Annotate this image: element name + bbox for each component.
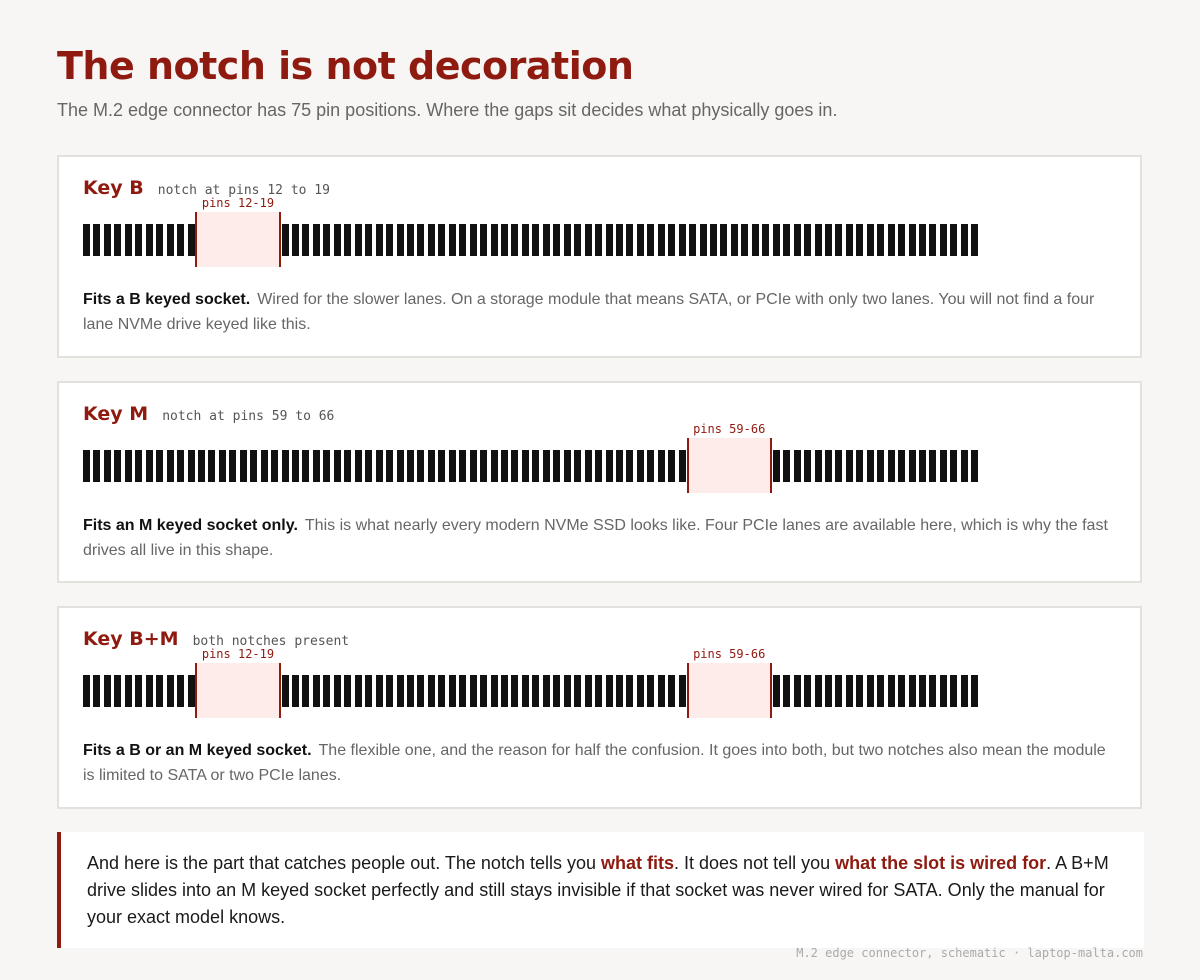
connector-pin xyxy=(888,450,895,482)
connector-pin xyxy=(909,224,916,256)
connector-pin xyxy=(344,450,351,482)
connector-pin xyxy=(323,450,330,482)
connector-pin xyxy=(177,450,184,482)
connector-pin xyxy=(250,450,257,482)
connector-pin xyxy=(334,675,341,707)
connector-pin xyxy=(616,224,623,256)
connector-pin xyxy=(344,675,351,707)
connector-pin xyxy=(804,224,811,256)
connector-pin xyxy=(323,675,330,707)
connector-pin xyxy=(208,450,215,482)
key-notch xyxy=(687,438,772,493)
connector-pin xyxy=(888,675,895,707)
connector-pin xyxy=(292,224,299,256)
connector-pin xyxy=(449,675,456,707)
connector-pin xyxy=(752,224,759,256)
connector-pin xyxy=(909,675,916,707)
connector-pin xyxy=(856,450,863,482)
connector-pin xyxy=(971,224,978,256)
connector-pin xyxy=(856,224,863,256)
connector-pin xyxy=(156,675,163,707)
connector-pin xyxy=(407,675,414,707)
connector-pin xyxy=(334,224,341,256)
connector-pin xyxy=(877,224,884,256)
key-m-card xyxy=(57,381,1142,583)
connector-pin xyxy=(940,675,947,707)
connector-pin xyxy=(188,224,195,256)
callout-text: . It does not tell you xyxy=(674,853,836,873)
page-subtitle: The M.2 edge connector has 75 pin positions. Where the gaps sit decides what physically goes in. xyxy=(57,100,838,120)
card-description xyxy=(83,513,1110,563)
connector-pin xyxy=(522,450,529,482)
connector-pin xyxy=(606,450,613,482)
connector-pin xyxy=(815,675,822,707)
connector-pin xyxy=(219,450,226,482)
connector-pin xyxy=(794,675,801,707)
connector-pin xyxy=(376,450,383,482)
connector-pin xyxy=(783,224,790,256)
connector-pin xyxy=(574,224,581,256)
connector-pin xyxy=(93,675,100,707)
connector-pin xyxy=(198,450,205,482)
connector-pin xyxy=(417,224,424,256)
connector-pin xyxy=(229,450,236,482)
connector-pin xyxy=(553,450,560,482)
notch-label: pins 12-19 xyxy=(201,647,275,661)
connector-pin xyxy=(114,450,121,482)
connector-pin xyxy=(940,224,947,256)
connector-pin xyxy=(438,224,445,256)
connector-pin xyxy=(501,450,508,482)
connector-pin xyxy=(835,450,842,482)
connector-pin xyxy=(919,450,926,482)
connector-pin xyxy=(167,224,174,256)
connector-pin xyxy=(344,224,351,256)
key-notch xyxy=(195,212,280,267)
connector-pin xyxy=(637,450,644,482)
connector-pin xyxy=(909,450,916,482)
edge-connector xyxy=(83,422,983,502)
connector-pin xyxy=(146,224,153,256)
connector-pin xyxy=(950,224,957,256)
key-notch xyxy=(687,663,772,718)
card-body: The flexible one, and the reason for half the confusion. It goes into both, but two notches also mean the module is limited to SATA or two PCIe lanes. xyxy=(83,742,1106,784)
card-title: Key B+M xyxy=(83,628,179,650)
connector-pin xyxy=(491,450,498,482)
card-title: Key M xyxy=(83,403,149,425)
connector-pin xyxy=(292,450,299,482)
connector-pin xyxy=(668,224,675,256)
connector-pin xyxy=(156,224,163,256)
connector-pin xyxy=(428,224,435,256)
connector-pin xyxy=(511,224,518,256)
connector-pin xyxy=(302,675,309,707)
connector-pin xyxy=(773,224,780,256)
connector-pin xyxy=(355,224,362,256)
connector-pin xyxy=(93,450,100,482)
connector-pin xyxy=(543,224,550,256)
key-bm-card xyxy=(57,606,1142,809)
connector-pin xyxy=(261,450,268,482)
connector-pin xyxy=(929,224,936,256)
connector-pin xyxy=(355,675,362,707)
connector-pin xyxy=(480,224,487,256)
notch-label: pins 59-66 xyxy=(693,422,766,436)
connector-pin xyxy=(919,224,926,256)
connector-pin xyxy=(898,450,905,482)
connector-pin xyxy=(135,224,142,256)
connector-pin xyxy=(417,450,424,482)
edge-connector xyxy=(83,647,983,727)
connector-pin xyxy=(877,450,884,482)
connector-pin xyxy=(606,675,613,707)
connector-pin xyxy=(815,450,822,482)
connector-pin xyxy=(898,675,905,707)
footer-credit: M.2 edge connector, schematic · laptop-malta.com xyxy=(796,946,1143,960)
connector-pin xyxy=(470,224,477,256)
connector-pin xyxy=(104,224,111,256)
connector-pin xyxy=(553,675,560,707)
connector-pin xyxy=(240,450,247,482)
connector-pin xyxy=(125,675,132,707)
connector-pin xyxy=(428,675,435,707)
connector-pin xyxy=(971,675,978,707)
connector-pin xyxy=(877,675,884,707)
connector-pin xyxy=(595,675,602,707)
connector-pin xyxy=(574,675,581,707)
connector-pin xyxy=(470,675,477,707)
connector-pin xyxy=(961,450,968,482)
connector-pin xyxy=(365,675,372,707)
connector-pin xyxy=(355,450,362,482)
connector-pin xyxy=(616,675,623,707)
connector-pin xyxy=(720,224,727,256)
connector-pin xyxy=(794,224,801,256)
connector-pin xyxy=(313,224,320,256)
connector-pin xyxy=(125,450,132,482)
connector-pin xyxy=(135,675,142,707)
connector-pin xyxy=(511,450,518,482)
connector-pin xyxy=(804,675,811,707)
connector-pin xyxy=(679,450,686,482)
connector-pin xyxy=(417,675,424,707)
connector-pin xyxy=(104,450,111,482)
connector-pin xyxy=(626,450,633,482)
connector-pin xyxy=(522,675,529,707)
connector-pin xyxy=(167,675,174,707)
connector-pin xyxy=(83,450,90,482)
connector-pin xyxy=(459,450,466,482)
connector-pin xyxy=(898,224,905,256)
connector-pin xyxy=(971,450,978,482)
connector-pin xyxy=(282,450,289,482)
connector-pin xyxy=(125,224,132,256)
connector-pin xyxy=(585,675,592,707)
connector-pin xyxy=(689,224,696,256)
connector-pin xyxy=(794,450,801,482)
connector-pin xyxy=(114,675,121,707)
connector-pin xyxy=(867,675,874,707)
connector-pin xyxy=(647,450,654,482)
connector-pin xyxy=(626,675,633,707)
connector-pin xyxy=(668,450,675,482)
connector-pin xyxy=(929,450,936,482)
card-description xyxy=(83,287,1110,337)
connector-pin xyxy=(302,224,309,256)
edge-connector xyxy=(83,196,983,276)
connector-pin xyxy=(282,675,289,707)
connector-pin xyxy=(762,224,769,256)
connector-pin xyxy=(302,450,309,482)
connector-pin xyxy=(564,675,571,707)
connector-pin xyxy=(501,675,508,707)
connector-pin xyxy=(470,450,477,482)
connector-pin xyxy=(365,450,372,482)
connector-pin xyxy=(773,675,780,707)
connector-pin xyxy=(104,675,111,707)
connector-pin xyxy=(386,450,393,482)
connector-pin xyxy=(616,450,623,482)
connector-pin xyxy=(585,224,592,256)
connector-pin xyxy=(271,450,278,482)
connector-pin xyxy=(177,675,184,707)
connector-pin xyxy=(407,224,414,256)
connector-pin xyxy=(532,224,539,256)
connector-pin xyxy=(595,224,602,256)
connector-pin xyxy=(334,450,341,482)
connector-pin xyxy=(564,450,571,482)
connector-pin xyxy=(365,224,372,256)
connector-pin xyxy=(710,224,717,256)
connector-pin xyxy=(449,450,456,482)
connector-pin xyxy=(815,224,822,256)
connector-pin xyxy=(825,450,832,482)
connector-pin xyxy=(397,450,404,482)
connector-pin xyxy=(846,675,853,707)
warning-callout xyxy=(57,832,1144,948)
card-lead: Fits an M keyed socket only. xyxy=(83,517,298,534)
connector-pin xyxy=(532,450,539,482)
connector-pin xyxy=(386,675,393,707)
connector-pin xyxy=(668,675,675,707)
callout-highlight: what the slot is wired for xyxy=(835,853,1047,873)
connector-pin xyxy=(93,224,100,256)
connector-pin xyxy=(386,224,393,256)
connector-pin xyxy=(919,675,926,707)
connector-pin xyxy=(156,450,163,482)
connector-pin xyxy=(585,450,592,482)
connector-pin xyxy=(167,450,174,482)
connector-pin xyxy=(835,675,842,707)
connector-pin xyxy=(658,675,665,707)
connector-pin xyxy=(480,675,487,707)
connector-pin xyxy=(950,675,957,707)
card-description xyxy=(83,738,1110,788)
connector-pin xyxy=(480,450,487,482)
connector-pin xyxy=(961,224,968,256)
connector-pin xyxy=(146,675,153,707)
card-note: notch at pins 59 to 66 xyxy=(162,409,335,424)
connector-pin xyxy=(459,224,466,256)
connector-pin xyxy=(804,450,811,482)
notch-label: pins 59-66 xyxy=(693,647,766,661)
card-lead: Fits a B or an M keyed socket. xyxy=(83,742,312,759)
connector-pin xyxy=(83,675,90,707)
connector-pin xyxy=(929,675,936,707)
connector-pin xyxy=(553,224,560,256)
connector-pin xyxy=(961,675,968,707)
callout-text: And here is the part that catches people out. The notch tells you xyxy=(87,853,601,873)
connector-pin xyxy=(867,450,874,482)
connector-pin xyxy=(491,224,498,256)
connector-pin xyxy=(135,450,142,482)
page-title: The notch is not decoration xyxy=(57,44,634,88)
connector-pin xyxy=(637,224,644,256)
connector-pin xyxy=(940,450,947,482)
card-note: notch at pins 12 to 19 xyxy=(157,183,330,198)
connector-pin xyxy=(658,224,665,256)
connector-pin xyxy=(511,675,518,707)
connector-pin xyxy=(146,450,153,482)
connector-pin xyxy=(376,224,383,256)
connector-pin xyxy=(323,224,330,256)
connector-pin xyxy=(606,224,613,256)
connector-pin xyxy=(574,450,581,482)
notch-label: pins 12-19 xyxy=(201,196,275,210)
connector-pin xyxy=(114,224,121,256)
connector-pin xyxy=(773,450,780,482)
connector-pin xyxy=(647,675,654,707)
connector-pin xyxy=(835,224,842,256)
connector-pin xyxy=(313,675,320,707)
connector-pin xyxy=(626,224,633,256)
connector-pin xyxy=(637,675,644,707)
callout-text: . A B+M drive slides into an M keyed socket perfectly and still stays invisible if that socket was never wired for SATA. Only the manual for your exact model knows. xyxy=(87,853,1109,927)
connector-pin xyxy=(888,224,895,256)
key-b-card xyxy=(57,155,1142,358)
connector-pin xyxy=(449,224,456,256)
connector-pin xyxy=(679,675,686,707)
connector-pin xyxy=(491,675,498,707)
connector-pin xyxy=(825,675,832,707)
connector-pin xyxy=(532,675,539,707)
connector-pin xyxy=(783,450,790,482)
connector-pin xyxy=(846,450,853,482)
connector-pin xyxy=(407,450,414,482)
connector-pin xyxy=(658,450,665,482)
card-body: This is what nearly every modern NVMe SSD looks like. Four PCIe lanes are available here, which is why the fast drives all live in this shape. xyxy=(83,517,1108,559)
card-lead: Fits a B keyed socket. xyxy=(83,291,251,308)
connector-pin xyxy=(825,224,832,256)
connector-pin xyxy=(83,224,90,256)
connector-pin xyxy=(731,224,738,256)
connector-pin xyxy=(522,224,529,256)
card-note: both notches present xyxy=(192,634,350,649)
connector-pin xyxy=(459,675,466,707)
connector-pin xyxy=(679,224,686,256)
connector-pin xyxy=(856,675,863,707)
key-notch xyxy=(195,663,280,718)
connector-pin xyxy=(438,450,445,482)
connector-pin xyxy=(438,675,445,707)
connector-pin xyxy=(647,224,654,256)
connector-pin xyxy=(595,450,602,482)
connector-pin xyxy=(564,224,571,256)
connector-pin xyxy=(313,450,320,482)
connector-pin xyxy=(867,224,874,256)
connector-pin xyxy=(501,224,508,256)
connector-pin xyxy=(950,450,957,482)
connector-pin xyxy=(741,224,748,256)
connector-pin xyxy=(543,450,550,482)
connector-pin xyxy=(783,675,790,707)
connector-pin xyxy=(376,675,383,707)
connector-pin xyxy=(543,675,550,707)
connector-pin xyxy=(397,224,404,256)
connector-pin xyxy=(177,224,184,256)
connector-pin xyxy=(188,675,195,707)
connector-pin xyxy=(397,675,404,707)
connector-pin xyxy=(846,224,853,256)
connector-pin xyxy=(700,224,707,256)
connector-pin xyxy=(292,675,299,707)
connector-pin xyxy=(188,450,195,482)
connector-pin xyxy=(282,224,289,256)
card-body: Wired for the slower lanes. On a storage module that means SATA, or PCIe with only two lanes. You will not find a four lane NVMe drive keyed like this. xyxy=(83,291,1095,333)
connector-pin xyxy=(428,450,435,482)
card-title: Key B xyxy=(83,177,144,199)
callout-highlight: what fits xyxy=(601,853,675,873)
